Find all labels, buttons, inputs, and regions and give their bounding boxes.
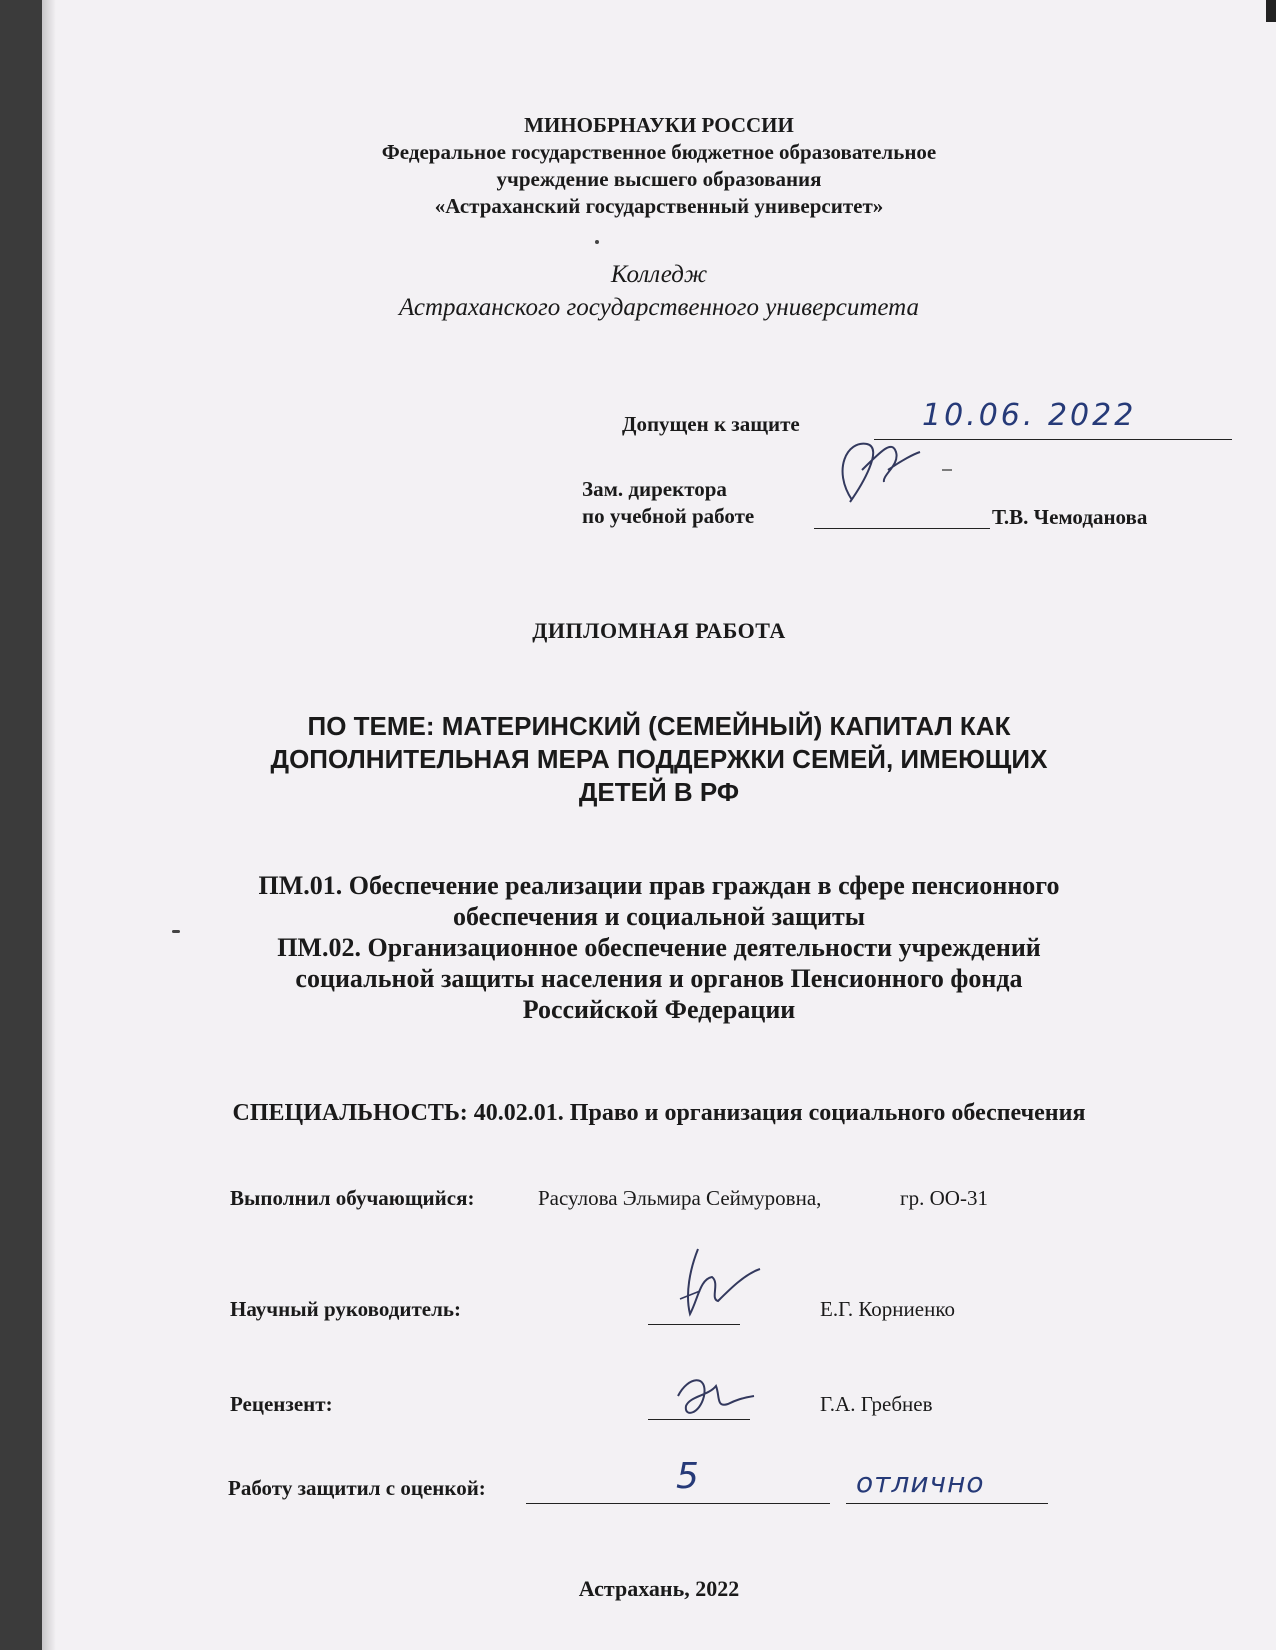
college-line-1: Колледж [610,261,708,288]
college-line-2: Астраханского государственного университета [398,294,920,321]
student-name: Расулова Эльмира Сеймуровна, [538,1186,822,1210]
admitted-date-handwritten: 10.06. 2022 [922,398,1137,433]
reviewer-label: Рецензент: [230,1392,333,1416]
module-line-4: социальной защиты населения и органов Пенсионного фонда [295,964,1023,993]
reviewer-name: Г.А. Гребнев [820,1392,933,1416]
topic-line-2: ДОПОЛНИТЕЛЬНАЯ МЕРА ПОДДЕРЖКИ СЕМЕЙ, ИМЕЮЩИХ [270,744,1048,774]
document-type: ДИПЛОМНАЯ РАБОТА [532,618,786,643]
deputy-title-line-1: Зам. директора [582,477,727,501]
student-label: Выполнил обучающийся: [230,1186,475,1210]
reviewer-signature [658,1366,768,1436]
grade-underline [526,1503,830,1504]
scan-edge [1266,0,1276,22]
module-line-2: обеспечения и социальной защиты [452,902,866,931]
deputy-name: Т.В. Чемоданова [992,505,1148,529]
module-line-1: ПМ.01. Обеспечение реализации прав граждан в сфере пенсионного [258,871,1060,900]
institution-line-2: учреждение высшего образования [496,167,822,191]
deputy-signature [822,430,972,530]
university-name: «Астраханский государственный университет» [434,194,884,218]
city-year: Астрахань, 2022 [578,1576,740,1601]
topic-block [192,710,1126,809]
college-block [42,258,1276,324]
defense-label: Работу защитил с оценкой: [228,1476,486,1500]
deputy-title-line-2: по учебной работе [582,504,755,528]
grade-word-handwritten: отлично [856,1466,985,1499]
scan-speck [595,240,599,244]
grade-word-underline [846,1503,1048,1504]
grade-handwritten: 5 [676,1456,702,1497]
supervisor-signature [660,1239,770,1329]
module-line-3: ПМ.02. Организационное обеспечение деятельности учреждений [277,933,1041,962]
topic-line-3: ДЕТЕЙ В РФ [578,777,740,807]
admitted-label: Допущен к защите [622,412,800,436]
modules-block [192,870,1126,1025]
ministry-name: МИНОБРНАУКИ РОССИИ [524,113,794,137]
scan-speck [172,930,180,933]
topic-line-1: ПО ТЕМЕ: МАТЕРИНСКИЙ (СЕМЕЙНЫЙ) КАПИТАЛ КАК [307,711,1011,741]
document-page [42,0,1276,1650]
student-group: гр. ОО-31 [900,1186,988,1210]
specialty: СПЕЦИАЛЬНОСТЬ: 40.02.01. Право и организация социального обеспечения [232,1100,1086,1126]
supervisor-name: Е.Г. Корниенко [820,1297,955,1321]
header-block [42,112,1276,220]
module-line-5: Российской Федерации [522,995,796,1024]
supervisor-label: Научный руководитель: [230,1297,461,1321]
institution-line-1: Федеральное государственное бюджетное образовательное [381,140,937,164]
